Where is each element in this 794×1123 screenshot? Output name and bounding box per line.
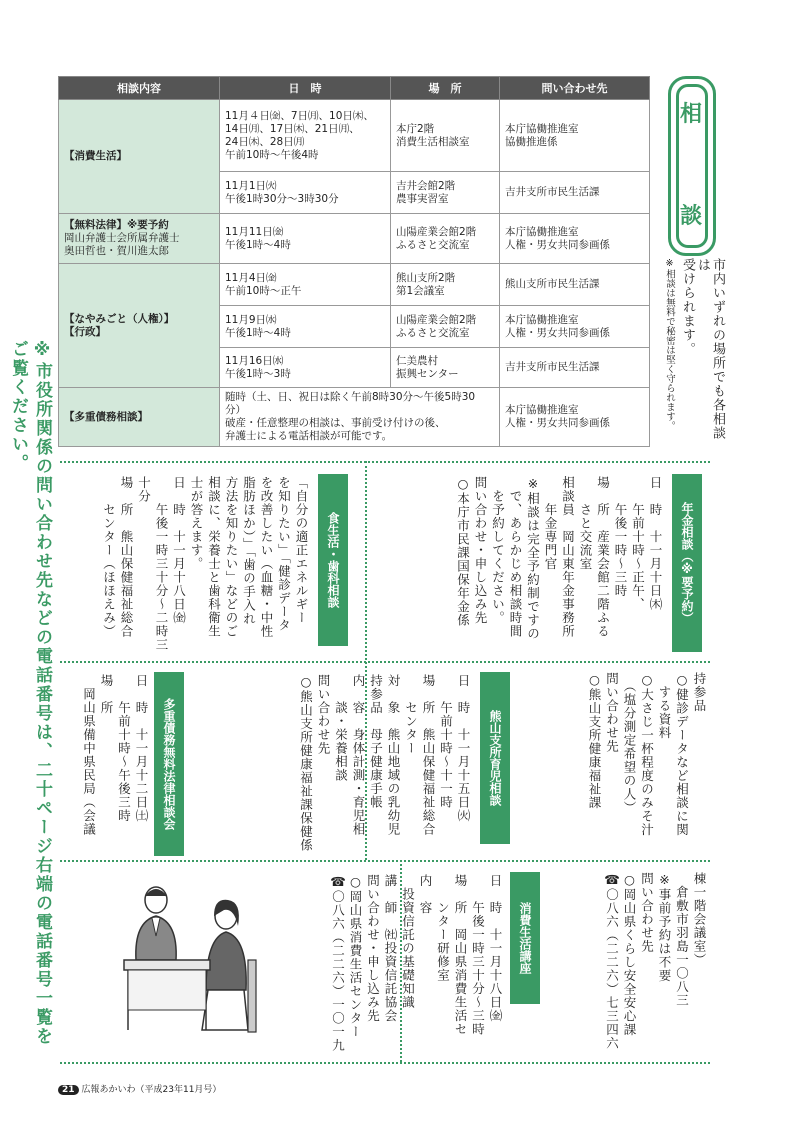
table-header-row	[59, 77, 650, 100]
place-cell: 本庁2階 消費生活相談室	[391, 100, 500, 172]
date-cell: 11月4日㈮ 午前10時～正午	[220, 264, 391, 306]
prefecture-contact-text: 棟一階会議室） 倉敷市羽島一〇八三 ※事前予約は不要 問い合わせ先 ○岡山県くらし安全安心課 ☎〇八六（二二六）七三四六	[604, 872, 707, 1050]
title-char-2: 談	[680, 204, 703, 229]
date-cell: 11月9日㈬ 午後1時～4時	[220, 306, 391, 348]
diet-dental-heading: 食生活・歯科相談	[318, 474, 348, 646]
contact-cell: 吉井支所市民生活課	[500, 348, 650, 388]
contact-cell: 熊山支所市民生活課	[500, 264, 650, 306]
date-cell: 11月11日㈮ 午後1時～4時	[220, 214, 391, 264]
pension-consultation-heading: 年金相談（※要予約）	[672, 474, 702, 652]
table-row	[59, 388, 650, 447]
place-cell: 吉井会館2階 農事実習室	[391, 172, 500, 214]
debt-legal-consultation-text: 日 時 十一月十二日㈯ 午前十時～午後三時 場 所 岡山県備中県民局（会議	[81, 674, 149, 836]
items-to-bring-text: 持参品 ○健診データなど相談に関 する資料 ○大さじ一杯程度のみそ汁 （塩分測定希望の人） 問い合わせ先 ○熊山支所健康福祉課	[587, 672, 707, 837]
place-cell: 仁美農村 振興センター	[391, 348, 500, 388]
date-cell: 11月1日㈫ 午後1時30分～3時30分	[220, 172, 391, 214]
place-cell: 山陽産業会館2階 ふるさと交流室	[391, 214, 500, 264]
debt-legal-consultation-heading: 多重債務無料法律相談会	[154, 672, 184, 856]
page-footer	[58, 1082, 221, 1095]
phone-reference-note: ※市役所関係の問い合わせ先などの電話番号は、二十ページ右端の電話番号一覧をご覧ください。	[8, 340, 52, 1046]
date-cell: 11月16日㈬ 午後1時～3時	[220, 348, 391, 388]
childcare-consultation-text: 日 時 十一月十五日㈫ 午前十時～十一時 場 所 熊山保健福祉総合 センター 対 象 熊山地域の乳幼児 持参品 母子健康手帳 内 容 身体計測・育児相 談・栄養相談 問い合わせ先 ○熊山支所健康福祉課保健係	[298, 674, 471, 852]
consultation-title-badge	[668, 76, 716, 256]
category-cell: 【なやみごと（人権）】 【行政】	[59, 264, 220, 388]
diet-dental-text: 「自分の適正エネルギー を知りたい」「健診データ を改善したい（血糖・中性 脂肪ほか）」「歯の手入れ 方法を知りたい」などのご 相談に、栄養士と歯科衛生 士が答えます。 日 時 十一月十八日㈮ 午後一時三十分～二時三十分 場 所 熊山保健福祉総合 センター（ほほえみ）	[101, 476, 309, 652]
category-cell: 【無料法律】※要予約 岡山弁護士会所属弁護士 奥田哲也・賀川進太郎	[59, 214, 220, 264]
header-place: 場 所	[391, 77, 500, 100]
pension-consultation-text: 日 時 十一月十日㈭ 午前十時～正午、 午後一時～三時 場 所 産業会館二階ふる さと交流室 相談員 岡山東年金事務所 年金専門官 ※相談は完全予約制ですの で、あらかじめ相談時間 を予約してください。 問い合わせ・申し込み先 ○本庁市民課国保年金係	[455, 476, 663, 641]
header-contact: 問い合わせ先	[500, 77, 650, 100]
header-content: 相談内容	[59, 77, 220, 100]
header-datetime: 日 時	[220, 77, 391, 100]
dotted-divider	[60, 461, 710, 463]
table-row	[59, 100, 650, 172]
consultation-illustration	[118, 880, 268, 1040]
date-cell: 11月４日㈮、7日㈪、10日㈭、 14日㈪、17日㈭、21日㈪、 24日㈭、28日㈪ 午前10時～午後4時	[220, 100, 391, 172]
place-cell: 山陽産業会館2階 ふるさと交流室	[391, 306, 500, 348]
publication-label: 広報あかいわ（平成23年11月号）	[81, 1085, 222, 1095]
contact-cell: 本庁協働推進室 人権・男女共同参画係	[500, 388, 650, 447]
table-row	[59, 264, 650, 306]
date-cell: 随時（土、日、祝日は除く午前8時30分～午後5時30分） 破産・任意整理の相談は、事前受け付けの後、 弁護士による電話相談が可能です。	[220, 388, 500, 447]
category-cell: 【多重債務相談】	[59, 388, 220, 447]
contact-cell: 本庁協働推進室 人権・男女共同参画係	[500, 306, 650, 348]
page-number: 21	[58, 1085, 79, 1095]
intro-text: 市内いずれの場所でも各相談は 受けられます。	[680, 258, 725, 440]
contact-cell: 吉井支所市民生活課	[500, 172, 650, 214]
consultation-table	[58, 76, 650, 447]
contact-cell: 本庁協働推進室 協働推進係	[500, 100, 650, 172]
contact-cell: 本庁協働推進室 人権・男女共同参画係	[500, 214, 650, 264]
title-char-1: 相	[680, 102, 703, 127]
category-cell: 【消費生活】	[59, 100, 220, 214]
consumer-lecture-heading: 消費生活講座	[510, 872, 540, 1004]
table-row	[59, 214, 650, 264]
intro-note: ※相談は無料で秘密は堅く守られます。	[664, 258, 675, 431]
dotted-divider	[60, 661, 710, 663]
consumer-lecture-text: 日 時 十一月十八日㈮ 午後一時三十分～三時 場 所 岡山県消費生活セ ンター研修室 内 容 投資信託の基礎知識 講 師 ㈳投資信託協会 問い合わせ・申し込み先 ○岡山県消費生活センター ☎〇八六（二二六）一〇一九	[330, 874, 503, 1052]
dotted-divider	[60, 860, 710, 862]
dotted-divider	[60, 1062, 710, 1064]
childcare-consultation-heading: 熊山支所育児相談	[480, 672, 510, 844]
place-cell: 熊山支所2階 第1会議室	[391, 264, 500, 306]
